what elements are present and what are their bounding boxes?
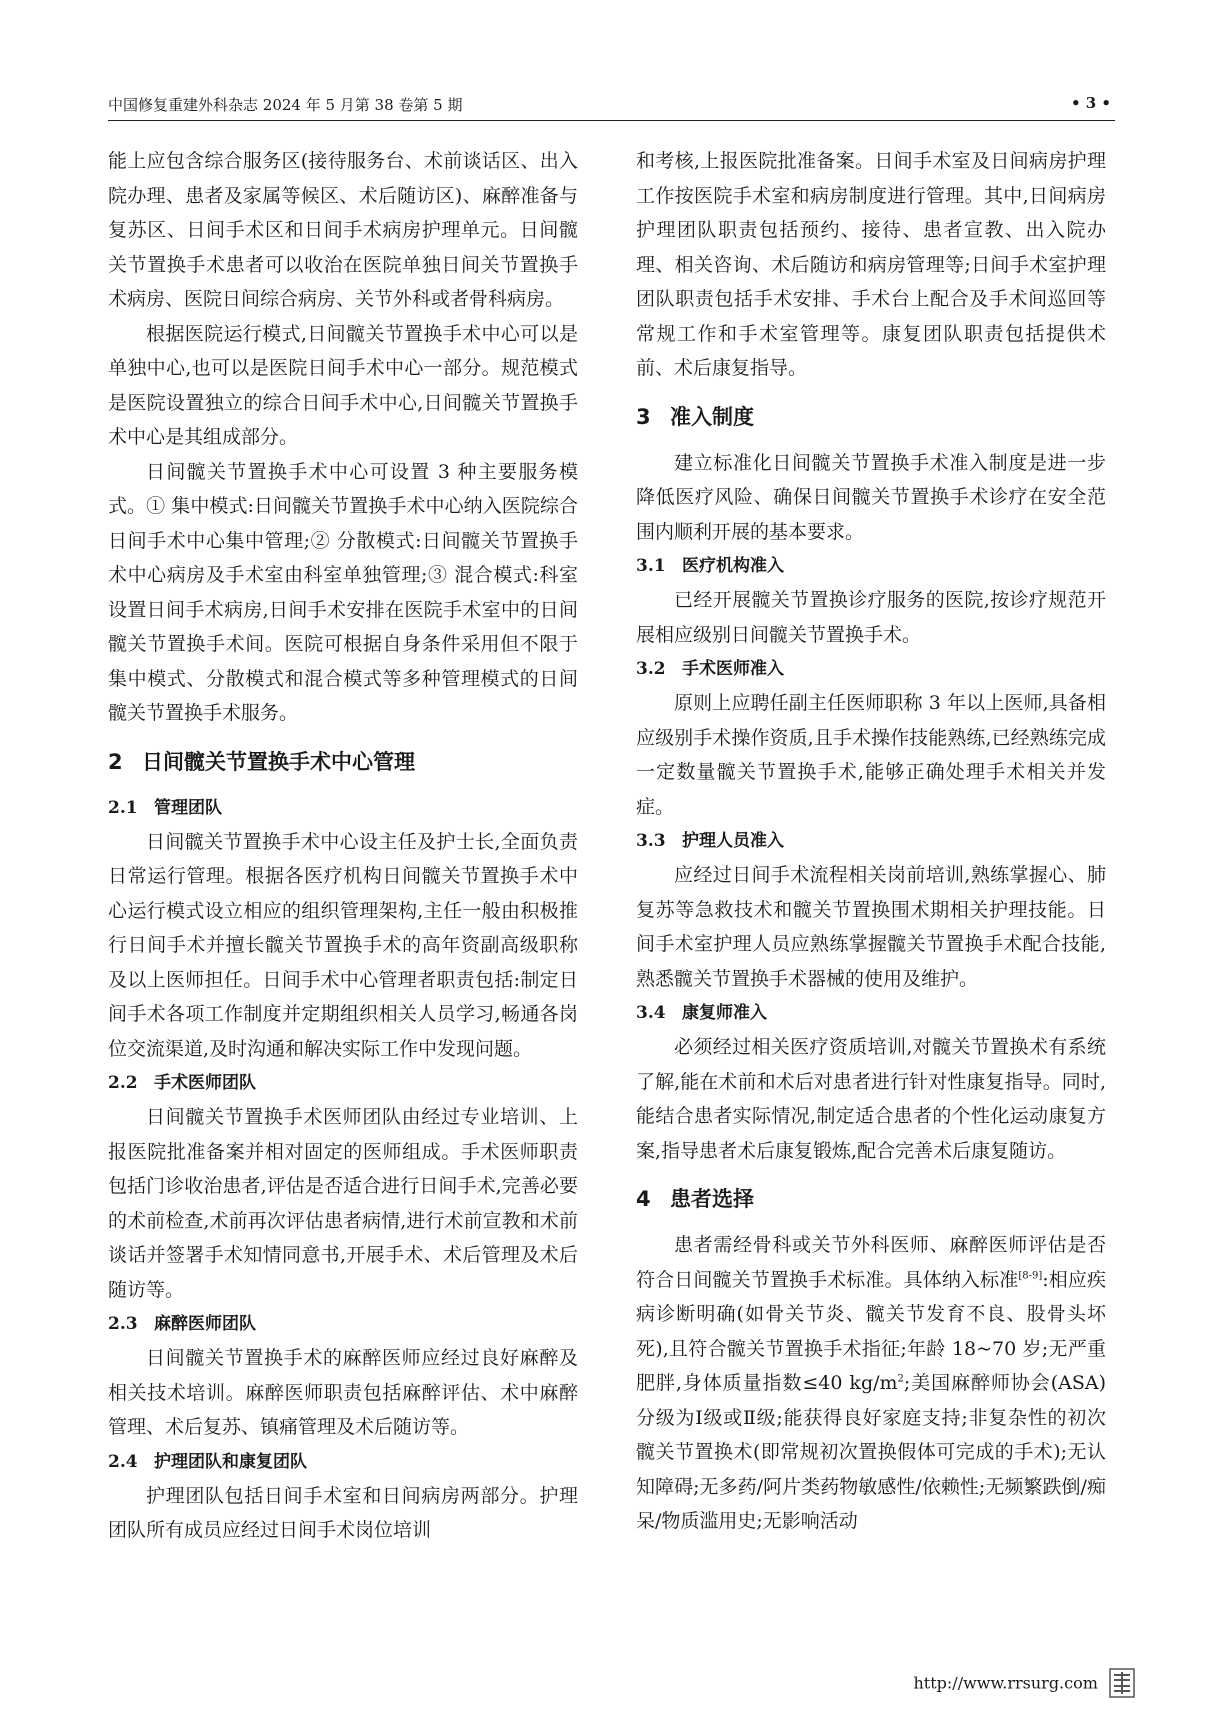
left-column	[108, 144, 578, 1548]
subsection-number: 3.4	[636, 1003, 666, 1023]
paragraph: 根据医院运行模式,日间髋关节置换手术中心可以是单独中心,也可以是医院日间手术中心一部分。规范模式是医院设置独立的综合日间手术中心,日间髋关节置换手术中心是其组成部分。	[108, 322, 578, 448]
paragraph: 必须经过相关医疗资质培训,对髋关节置换术有系统了解,能在术前和术后对患者进行针对性康复指导。同时,能结合患者实际情况,制定适合患者的个性化运动康复方案,指导患者术后康复锻炼,配合完善术后康复随访。	[636, 1036, 1106, 1162]
subsection-number: 2.2	[108, 1073, 138, 1093]
section-heading-4	[636, 1182, 1106, 1216]
paragraph: 能上应包含综合服务区(接待服务台、术前谈话区、出入院办理、患者及家属等候区、术后随访区)、麻醉准备与复苏区、日间手术区和日间手术病房护理单元。日间髋关节置换手术患者可以收治在医院单独日间关节置换手术病房、医院日间综合病房、关节外科或者骨科病房。	[108, 150, 578, 310]
subsection-title: 手术医师准入	[682, 659, 784, 679]
text-run: :相应疾病诊断明确(如骨关节炎、髋关节发育不良、股骨头坏死),且符合髋关节置换手术指征;年龄 18~70 岁;无严重肥胖,身体质量指数≤40 kg/m	[636, 1268, 1106, 1394]
subsection-title: 管理团队	[154, 797, 222, 818]
section-number: 2	[108, 749, 123, 774]
subsection-number: 3.1	[636, 556, 666, 576]
subsection-number: 2.1	[108, 797, 138, 818]
paragraph: 日间髋关节置换手术医师团队由经过专业培训、上报医院批准备案并相对固定的医师组成。手术医师职责包括门诊收治患者,评估是否适合进行日间手术,完善必要的术前检查,术前再次评估患者病情,进行术前宣教和术前谈话并签署手术知情同意书,开展手术、术后管理及术后随访等。	[108, 1106, 578, 1301]
paragraph: 应经过日间手术流程相关岗前培训,熟练掌握心、肺复苏等急救技术和髋关节置换围术期相关护理技能。日间手术室护理人员应熟练掌握髋关节置换手术配合技能,熟悉髋关节置换手术器械的使用及维护。	[636, 864, 1106, 990]
subsection-number: 3.2	[636, 659, 666, 679]
superscript: 2	[897, 1373, 904, 1385]
subsection-title: 康复师准入	[682, 1003, 767, 1023]
paragraph: 日间髋关节置换手术中心可设置 3 种主要服务模式。① 集中模式:日间髋关节置换手术中心纳入医院综合日间手术中心集中管理;② 分散模式:日间髋关节置换手术中心病房及手术室由科室单独管理;③ 混合模式:科室设置日间手术病房,日间手术安排在医院手术室中的日间髋关节置换手术间。医院可根据自身条件采用但不限于集中模式、分散模式和混合模式等多种管理模式的日间髋关节置换手术服务。	[108, 460, 578, 724]
running-header	[108, 94, 1115, 121]
journal-url[interactable]: http://www.rrsurg.com	[913, 1673, 1098, 1693]
section-title: 患者选择	[670, 1187, 754, 1211]
right-column	[636, 144, 1106, 1539]
section-heading-2	[108, 745, 578, 779]
subsection-number: 3.3	[636, 831, 666, 851]
section-title: 日间髋关节置换手术中心管理	[142, 749, 415, 774]
subsection-title: 麻醉医师团队	[154, 1314, 256, 1334]
section-number: 3	[636, 404, 651, 429]
subsection-heading-2-1	[108, 791, 578, 825]
section-heading-3	[636, 400, 1106, 434]
paragraph: 日间髋关节置换手术的麻醉医师应经过良好麻醉及相关技术培训。麻醉医师职责包括麻醉评估、术中麻醉管理、术后复苏、镇痛管理及术后随访等。	[108, 1347, 578, 1438]
section-number: 4	[636, 1187, 651, 1211]
subsection-heading-3-1	[636, 549, 1106, 583]
subsection-heading-3-3	[636, 824, 1106, 858]
subsection-title: 护理团队和康复团队	[154, 1451, 307, 1472]
subsection-heading-2-2	[108, 1066, 578, 1100]
subsection-number: 2.3	[108, 1314, 138, 1334]
paragraph: 已经开展髋关节置换诊疗服务的医院,按诊疗规范开展相应级别日间髋关节置换手术。	[636, 589, 1106, 646]
paragraph: 日间髋关节置换手术中心设主任及护士长,全面负责日常运行管理。根据各医疗机构日间髋关节置换手术中心运行模式设立相应的组织管理架构,主任一般由积极推行日间手术并擅长髋关节置换手术的高年资副高级职称及以上医师担任。日间手术中心管理者职责包括:制定日间手术各项工作制度并定期组织相关人员学习,畅通各岗位交流渠道,及时沟通和解决实际工作中发现问题。	[108, 830, 578, 1060]
paragraph	[636, 1228, 1106, 1539]
section-title: 准入制度	[670, 404, 754, 429]
citation-ref[interactable]: [8-9]	[1018, 1270, 1043, 1282]
paragraph: 护理团队包括日间手术室和日间病房两部分。护理团队所有成员应经过日间手术岗位培训	[108, 1484, 578, 1541]
subsection-title: 手术医师团队	[154, 1073, 256, 1093]
journal-logo-icon	[1109, 1668, 1135, 1698]
subsection-heading-2-4	[108, 1445, 578, 1479]
journal-citation: 中国修复重建外科杂志 2024 年 5 月第 38 卷第 5 期	[108, 96, 463, 114]
page-footer	[914, 1668, 1136, 1698]
paragraph: 原则上应聘任副主任医师职称 3 年以上医师,具备相应级别手术操作资质,且手术操作技能熟练,已经熟练完成一定数量髋关节置换手术,能够正确处理手术相关并发症。	[636, 692, 1106, 818]
page-number: • 3 •	[1070, 94, 1111, 112]
paragraph: 建立标准化日间髋关节置换手术准入制度是进一步降低医疗风险、确保日间髋关节置换手术诊疗在安全范围内顺利开展的基本要求。	[636, 451, 1106, 543]
text-run: ;美国麻醉师协会(ASA)分级为Ⅰ级或Ⅱ级;能获得良好家庭支持;非复杂性的初次髋关节置换术(即常规初次置换假体可完成的手术);无认知障碍;无多药/阿片类药物敏感性/依赖性;无频繁跌倒/痴呆/物质滥用史;无影响活动	[636, 1372, 1106, 1532]
subsection-title: 医疗机构准入	[682, 556, 784, 576]
paragraph: 和考核,上报医院批准备案。日间手术室及日间病房护理工作按医院手术室和病房制度进行管理。其中,日间病房护理团队职责包括预约、接待、患者宣教、出入院办理、相关咨询、术后随访和病房管理等;日间手术室护理团队职责包括手术安排、手术台上配合及手术间巡回等常规工作和手术室管理等。康复团队职责包括提供术前、术后康复指导。	[636, 150, 1106, 379]
subsection-heading-3-2	[636, 652, 1106, 686]
subsection-heading-2-3	[108, 1307, 578, 1341]
subsection-number: 2.4	[108, 1451, 138, 1472]
subsection-title: 护理人员准入	[682, 831, 784, 851]
text-run: 患者需经骨科或关节外科医师、麻醉医师评估是否符合日间髋关节置换手术标准。具体纳入标准	[636, 1234, 1106, 1291]
subsection-heading-3-4	[636, 996, 1106, 1030]
